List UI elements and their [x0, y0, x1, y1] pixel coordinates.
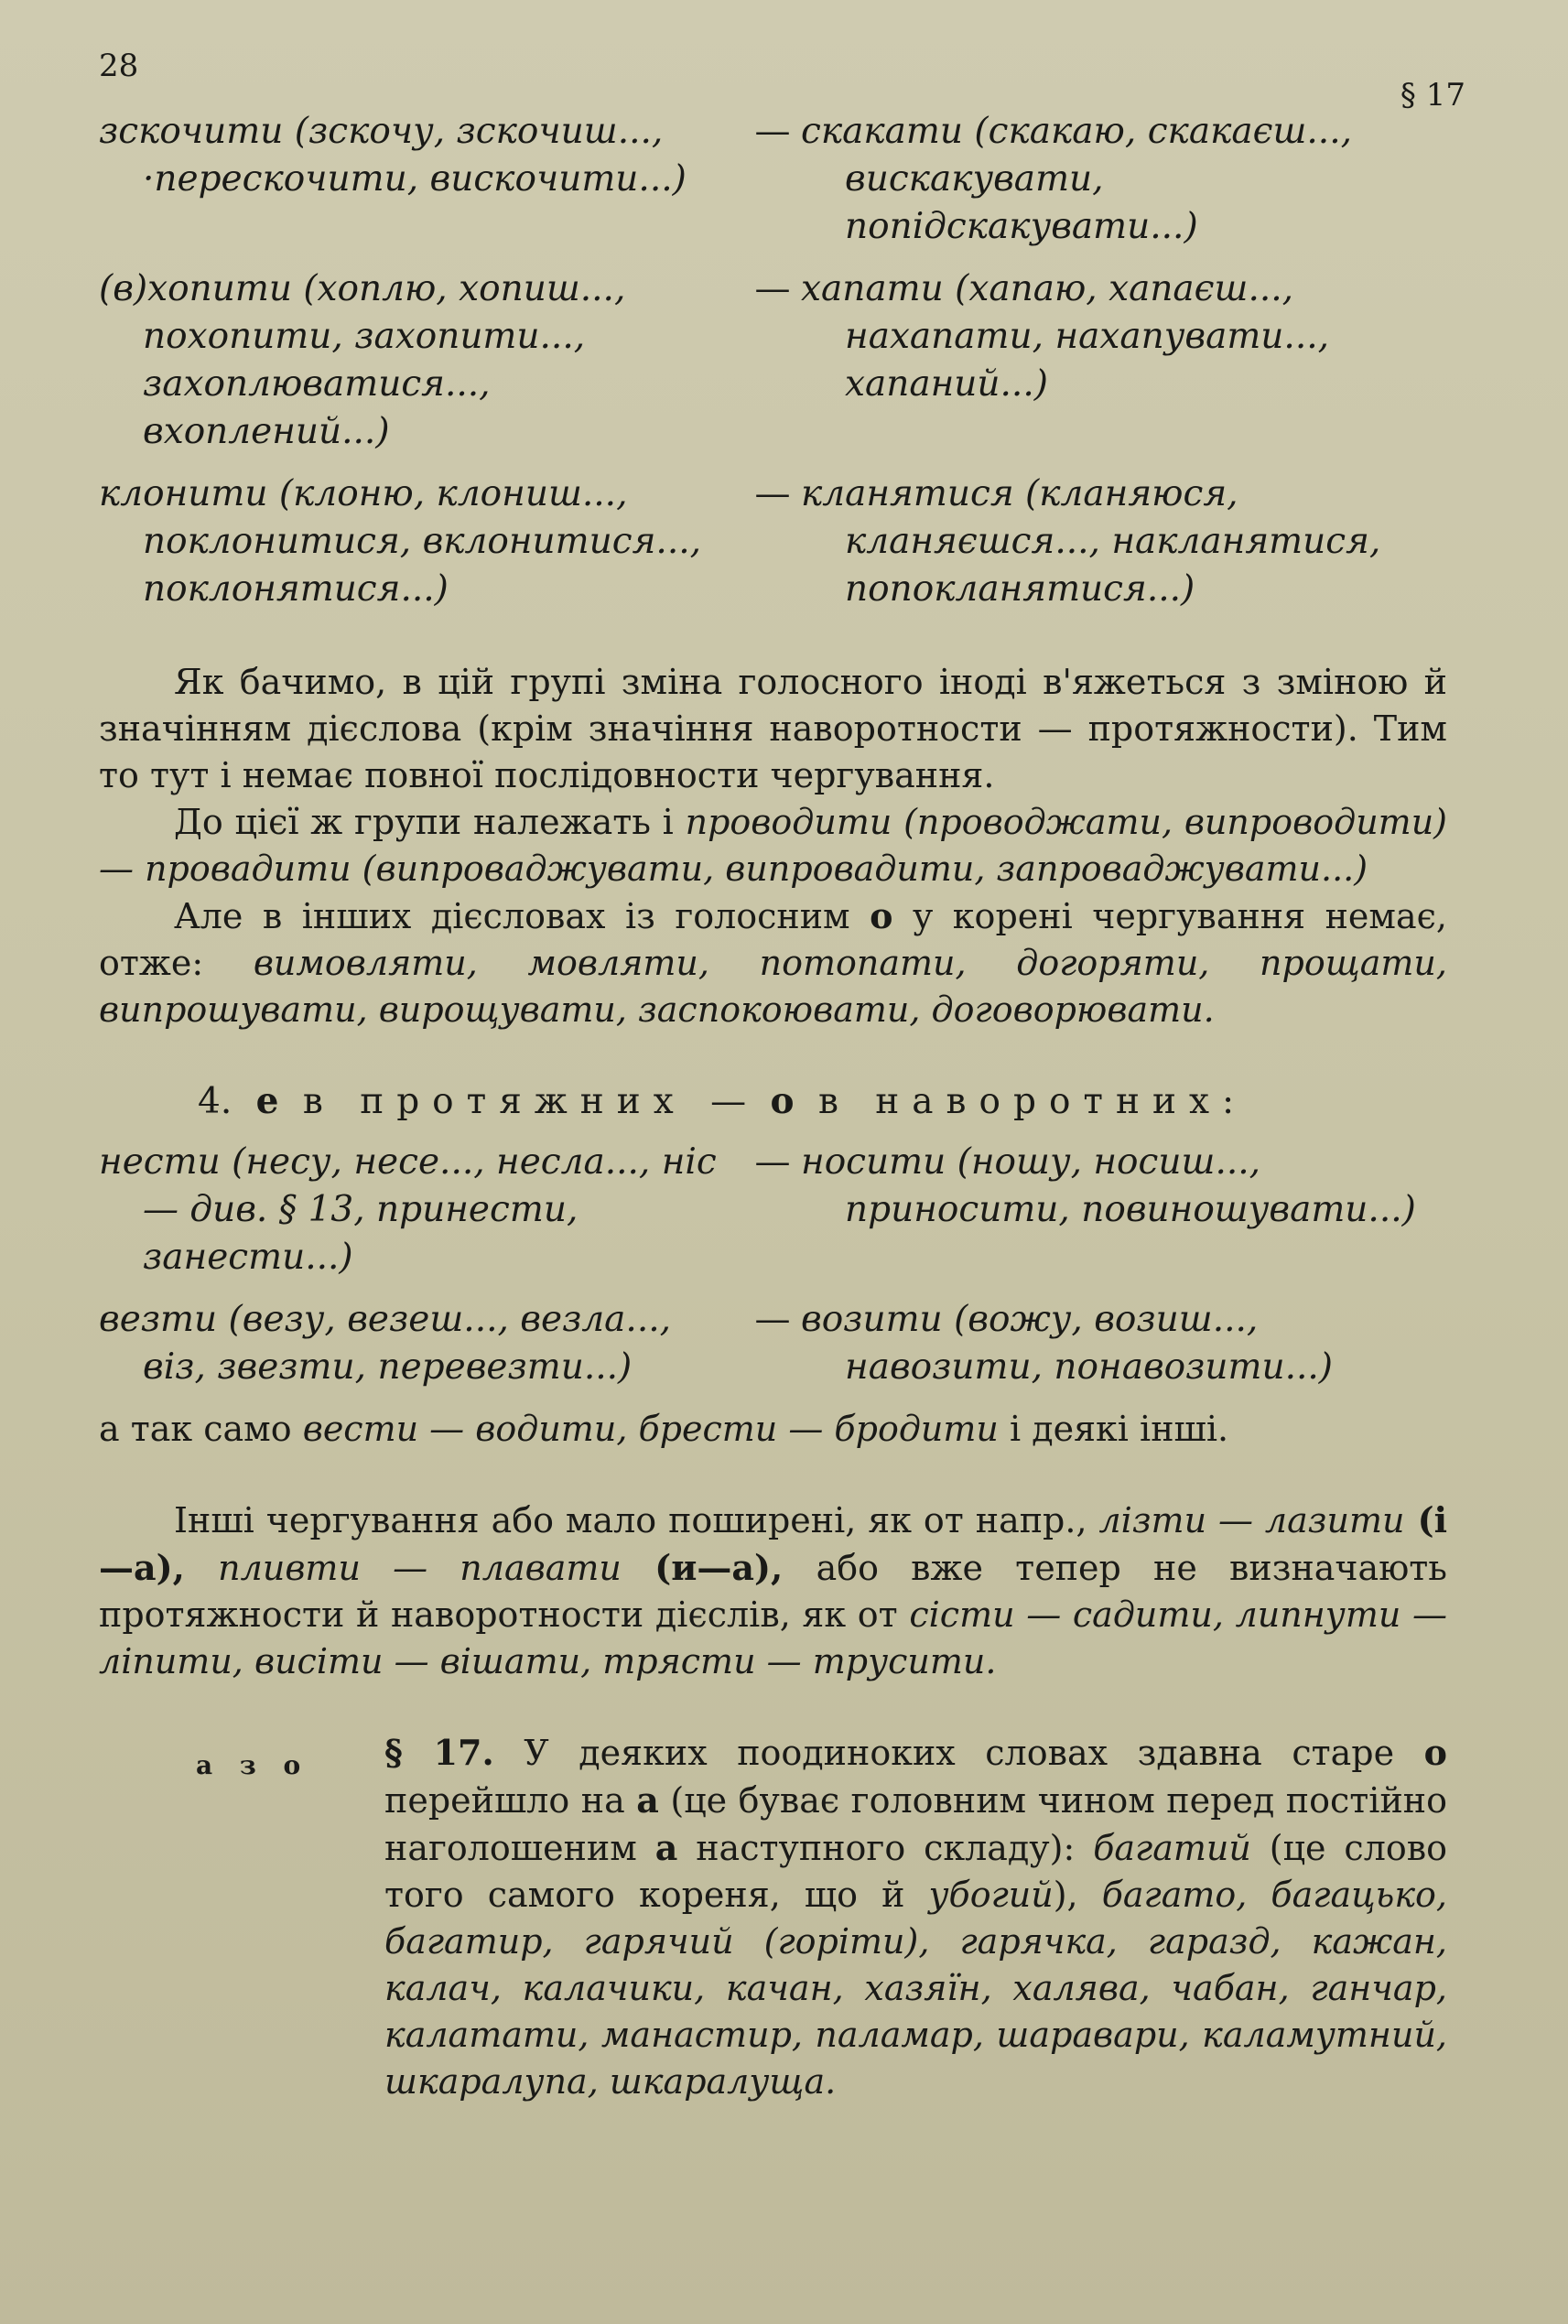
text: До цієї ж групи належать і	[174, 802, 686, 842]
letter-o: о	[1423, 1732, 1448, 1773]
verb-pair	[99, 1296, 1447, 1391]
heading-dash: —	[710, 1081, 747, 1122]
example-words: пливти — плавати	[218, 1548, 622, 1588]
margin-note: а з о	[196, 1750, 310, 1780]
text: (це слово того самого кореня, що й	[384, 1828, 1447, 1915]
verb-pair-left: везти (везу, везеш..., везла..., віз, звезти, перевезти...)	[99, 1299, 672, 1388]
paragraph-also	[99, 1406, 1447, 1453]
section-17	[99, 1729, 1447, 2105]
verb-pair	[99, 1139, 1447, 1281]
section-number: § 17.	[384, 1732, 494, 1773]
paragraph-vowel-change: Як бачимо, в цій групі зміна голосного іноді в'яжеться з зміною й значінням дієслова (крім значіння наворотности — протяжности). Тим то тут і немає повної послідовности чергування.	[99, 662, 1447, 795]
text: або вже тепер не визначають протяжности й наворотности дієслів, як от	[99, 1548, 1447, 1635]
verb-pair-right: возити (вожу, возиш..., навозити, понавозити...)	[801, 1299, 1334, 1388]
text: а так само	[99, 1409, 303, 1449]
verb-pair	[99, 265, 1447, 456]
text: і деякі інші.	[998, 1409, 1229, 1449]
paragraph-other-alternations	[99, 1497, 1447, 1685]
letter-a: а	[654, 1827, 678, 1868]
alternation-mark: (і—а),	[99, 1499, 1448, 1588]
heading-word: в протяжних	[302, 1081, 687, 1122]
verb-pairs-block-1	[99, 108, 1447, 613]
example-words: сісти — садити, липнути — ліпити, висіти — вішати, трясти — трусити.	[99, 1594, 1447, 1681]
text: наступного складу):	[677, 1828, 1094, 1868]
example-words: багатий	[1093, 1828, 1251, 1868]
letter-o: о	[870, 895, 893, 936]
verb-pair-dash: —	[754, 1141, 791, 1183]
heading-number: 4.	[198, 1081, 232, 1122]
heading-letter-o: о	[770, 1080, 795, 1122]
verb-pair-right: носити (ношу, носиш..., приносити, повиношувати...)	[801, 1141, 1416, 1230]
verb-pair-dash: —	[754, 268, 791, 309]
verb-pair-dash: —	[754, 473, 791, 514]
verb-pair-dash: —	[754, 111, 791, 152]
text: Інші чергування або мало поширені, як от напр.,	[174, 1500, 1099, 1540]
verb-pair	[99, 470, 1447, 613]
page-number: 28	[99, 48, 139, 84]
verb-pair	[99, 108, 1447, 251]
verb-pair-right: кланятися (кланяюся, кланяєшся..., накланятися, попокланятися...)	[801, 473, 1381, 610]
subsection-heading	[99, 1077, 1447, 1126]
letter-a: а	[636, 1779, 659, 1821]
verb-pair-left: зскочити (зскочу, зскочиш..., ·перескочити, вискочити...)	[99, 111, 687, 200]
example-words: лізти — лазити	[1098, 1500, 1405, 1540]
heading-word: в наворотних:	[817, 1081, 1248, 1122]
example-words: вести — водити, брести — бродити	[302, 1409, 999, 1449]
section-header: § 17	[1400, 77, 1465, 113]
text: перейшло на	[384, 1780, 637, 1821]
text: У деяких поодиноких словах здавна старе	[493, 1733, 1424, 1773]
verb-pair-left: клонити (клоню, клониш..., поклонитися, вклонитися..., поклонятися...)	[99, 473, 702, 610]
example-words: проводити (проводжати, випроводити) — провадити (випроваджувати, випровадити, запроваджувати...)	[99, 802, 1447, 889]
verb-pair-right: хапати (хапаю, хапаєш..., нахапати, нахапувати..., хапаний...)	[801, 268, 1330, 405]
example-words: багато, багацько, багатир, гарячий (горіти), гарячка, гаразд, кажан, калач, калачики, качан, хазяїн, халява, чабан, ганчар, калатати, манастир, паламар, шаравари, каламутний, шкаралупа, шкаралуща.	[384, 1875, 1447, 2102]
example-words: вимовляти, мовляти, потопати, догоряти, прощати, випрошувати, вирощувати, заспокоювати, договорювати.	[99, 943, 1447, 1030]
alternation-mark: (и—а),	[621, 1547, 816, 1588]
heading-letter-e: е	[255, 1080, 279, 1122]
paragraph-no-alternation	[99, 892, 1447, 1033]
verb-pair-dash: —	[754, 1299, 791, 1340]
text: ),	[1053, 1875, 1102, 1915]
example-words: убогий	[928, 1875, 1054, 1915]
text: Але в інших дієсловах із голосним	[174, 896, 871, 936]
verb-pair-right: скакати (скакаю, скакаєш..., вискакувати, попідскакувати...)	[801, 111, 1352, 247]
text: у корені чергування немає, отже:	[99, 896, 1447, 983]
running-head	[99, 44, 1465, 113]
text: (це буває головним чином перед постійно наголошеним	[384, 1780, 1447, 1868]
verb-pair-left: (в)хопити (хоплю, хопиш..., похопити, захопити..., захоплюватися..., вхоплений...)	[99, 268, 626, 452]
verb-pairs-block-2	[99, 1139, 1447, 1391]
paragraph-same-group	[99, 799, 1447, 892]
verb-pair-left: нести (несу, несе..., несла..., ніс — див. § 13, принести, занести...)	[99, 1141, 717, 1278]
